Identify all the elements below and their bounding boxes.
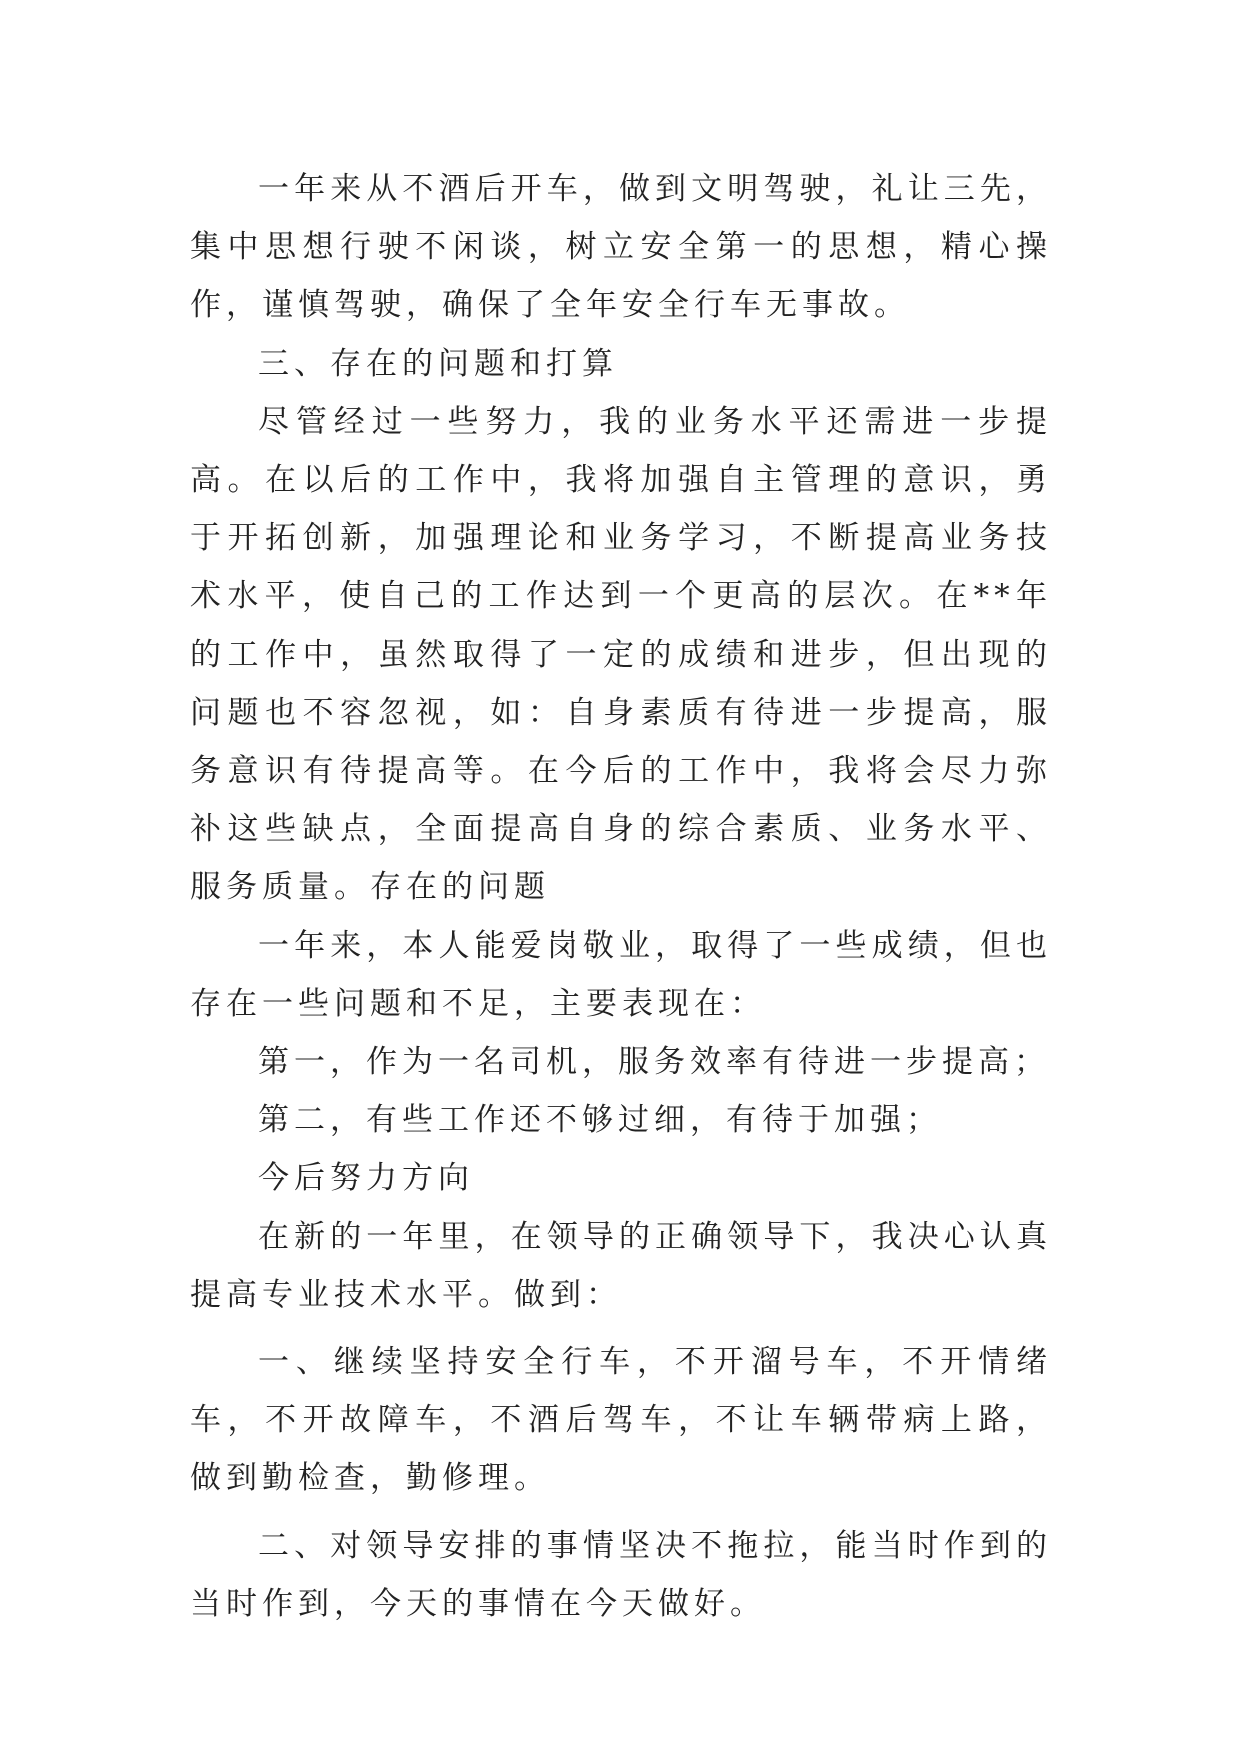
section-heading-problems-plans: 三、存在的问题和打算 bbox=[258, 345, 618, 382]
list-item-second-problem: 第二，有些工作还不够过细，有待于加强； bbox=[258, 1102, 942, 1139]
list-item-safe-driving-goal: 一、继续坚持安全行车，不开溜号车，不开情绪车，不开故障车，不酒后驾车，不让车辆带病上路，做到勤检查，勤修理。 bbox=[190, 1344, 1052, 1497]
list-item-timely-work-goal: 二、对领导安排的事情坚决不拖拉，能当时作到的当时作到，今天的事情在今天做好。 bbox=[190, 1527, 1052, 1622]
section-heading-future-direction: 今后努力方向 bbox=[258, 1160, 474, 1197]
paragraph-improvement: 尽管经过一些努力，我的业务水平还需进一步提高。在以后的工作中，我将加强自主管理的意识，勇于开拓创新，加强理论和业务学习，不断提高业务技术水平，使自己的工作达到一个更高的层次。在**年的工作中，虽然取得了一定的成绩和进步，但出现的问题也不容忽视，如：自身素质有待进一步提高，服务意识有待提高等。在今后的工作中，我将会尽力弥补这些缺点，全面提高自身的综合素质、业务水平、服务质量。存在的问题 bbox=[190, 403, 1052, 906]
document-body bbox=[190, 160, 1052, 1633]
paragraph-safe-driving: 一年来从不酒后开车，做到文明驾驶，礼让三先，集中思想行驶不闲谈，树立安全第一的思想，精心操作，谨慎驾驶，确保了全年安全行车无事故。 bbox=[190, 171, 1052, 324]
paragraph-existing-problems: 一年来，本人能爱岗敬业，取得了一些成绩，但也存在一些问题和不足，主要表现在： bbox=[190, 927, 1052, 1022]
list-item-first-problem: 第一，作为一名司机，服务效率有待进一步提高； bbox=[258, 1044, 1050, 1081]
paragraph-new-year-goal: 在新的一年里，在领导的正确领导下，我决心认真提高专业技术水平。做到： bbox=[190, 1218, 1052, 1313]
